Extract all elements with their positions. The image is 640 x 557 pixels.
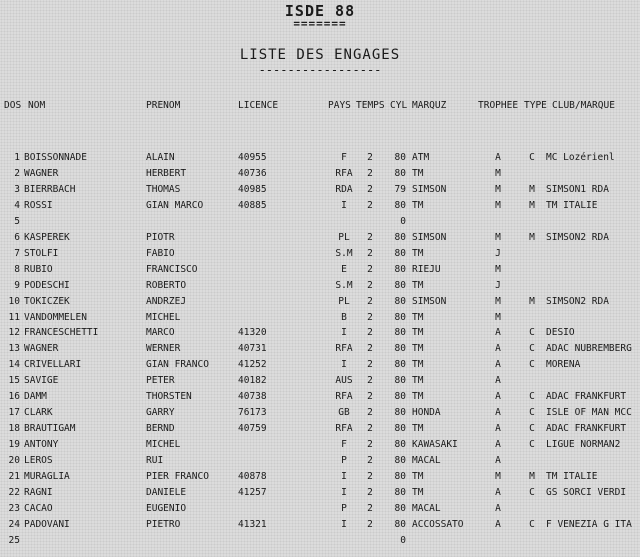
cell-trophee: M (495, 167, 501, 179)
cell-temps: 2 (367, 439, 373, 451)
table-row (0, 455, 640, 470)
cell-cyl: 80 (394, 502, 406, 514)
cell-prenom: FRANCISCO (146, 263, 198, 275)
cell-pays: GB (338, 407, 350, 419)
cell-licence: 41321 (238, 518, 267, 530)
cell-cyl: 80 (394, 167, 406, 179)
cell-pays: PL (338, 231, 350, 243)
cell-nom: LEROS (24, 455, 53, 467)
cell-type: C (529, 343, 535, 355)
table-row (0, 200, 640, 215)
cell-cyl: 80 (394, 439, 406, 451)
cell-cyl: 80 (394, 455, 406, 467)
cell-club: SIMSON2 RDA (546, 295, 609, 307)
cell-temps: 2 (367, 455, 373, 467)
table-row (0, 327, 640, 342)
cell-type: M (529, 231, 535, 243)
cell-marque: TM (412, 167, 424, 179)
cell-marque: TM (412, 471, 424, 482)
cell-club: ADAC NUBREMBERG (546, 343, 632, 355)
cell-dos: 4 (14, 199, 20, 211)
table-row (0, 471, 640, 486)
cell-marque: ATM (412, 152, 430, 163)
table-row (0, 423, 640, 438)
cell-pays: I (341, 471, 347, 482)
cell-licence: 41320 (238, 327, 267, 339)
table-row (0, 439, 640, 454)
cell-temps: 2 (367, 359, 373, 371)
cell-trophee: A (495, 343, 501, 355)
cell-marque: TM (412, 199, 424, 211)
table-row (0, 216, 640, 231)
header-licence: LICENCE (238, 100, 279, 111)
cell-pays: AUS (335, 375, 353, 387)
cell-temps: 2 (367, 263, 373, 275)
cell-trophee: M (495, 263, 501, 275)
cell-nom: TOKICZEK (24, 295, 70, 307)
cell-type: M (529, 199, 535, 211)
cell-type: C (529, 486, 535, 498)
cell-prenom: ANDRZEJ (146, 295, 187, 307)
cell-dos: 2 (14, 167, 20, 179)
cell-trophee: A (495, 455, 501, 467)
list-subtitle-rule: ----------------- (258, 63, 382, 77)
cell-marque: TM (412, 423, 424, 435)
cell-nom: SAVIGE (24, 375, 59, 387)
cell-dos: 14 (8, 359, 20, 371)
cell-pays: S.M (335, 279, 353, 291)
cell-cyl: 80 (394, 343, 406, 355)
cell-dos: 11 (8, 311, 20, 323)
cell-prenom: EUGENIO (146, 502, 187, 514)
cell-trophee: M (495, 231, 501, 243)
table-row (0, 312, 640, 327)
cell-cyl: 80 (394, 471, 406, 482)
table-row (0, 375, 640, 390)
cell-trophee: A (495, 327, 501, 339)
cell-prenom: DANIELE (146, 486, 187, 498)
cell-temps: 2 (367, 167, 373, 179)
cell-trophee: A (495, 407, 501, 419)
cell-cyl: 0 (400, 534, 406, 546)
document-title: ISDE 88 (284, 2, 356, 20)
cell-pays: I (341, 359, 347, 371)
cell-marque: SIMSON (412, 183, 447, 195)
cell-dos: 21 (8, 471, 20, 482)
cell-pays: B (341, 311, 347, 323)
cell-club: SIMSON2 RDA (546, 231, 609, 243)
cell-temps: 2 (367, 423, 373, 435)
cell-type: C (529, 518, 535, 530)
cell-cyl: 80 (394, 375, 406, 387)
cell-prenom: HERBERT (146, 167, 187, 179)
cell-type: M (529, 295, 535, 307)
cell-temps: 2 (367, 471, 373, 482)
cell-nom: ROSSI (24, 199, 53, 211)
cell-marque: RIEJU (412, 263, 441, 275)
cell-cyl: 80 (394, 199, 406, 211)
header-dos: DOS (4, 100, 22, 111)
table-row (0, 152, 640, 167)
header-cyl: CYL (390, 100, 408, 111)
table-row (0, 407, 640, 422)
cell-nom: CLARK (24, 407, 53, 419)
cell-club: SIMSON1 RDA (546, 183, 609, 195)
cell-trophee: A (495, 486, 501, 498)
cell-nom: BRAUTIGAM (24, 423, 76, 435)
cell-marque: TM (412, 486, 424, 498)
cell-pays: RFA (335, 423, 353, 435)
cell-dos: 6 (14, 231, 20, 243)
cell-temps: 2 (367, 279, 373, 291)
cell-temps: 2 (367, 518, 373, 530)
cell-pays: F (341, 152, 347, 163)
cell-club: ADAC FRANKFURT (546, 423, 627, 435)
cell-dos: 1 (14, 152, 20, 163)
cell-licence: 41252 (238, 359, 267, 371)
cell-marque: TM (412, 247, 424, 259)
cell-marque: TM (412, 311, 424, 323)
cell-temps: 2 (367, 311, 373, 323)
header-trophee: TROPHEE (478, 100, 519, 111)
cell-dos: 9 (14, 279, 20, 291)
cell-temps: 2 (367, 486, 373, 498)
cell-temps: 2 (367, 327, 373, 339)
cell-trophee: M (495, 295, 501, 307)
cell-marque: MACAL (412, 455, 441, 467)
cell-prenom: WERNER (146, 343, 181, 355)
list-subtitle: LISTE DES ENGAGES (239, 47, 401, 63)
cell-club: ADAC FRANKFURT (546, 391, 627, 403)
cell-licence: 40985 (238, 183, 267, 195)
cell-trophee: M (495, 471, 501, 482)
cell-dos: 23 (8, 502, 20, 514)
table-row (0, 184, 640, 199)
cell-temps: 2 (367, 199, 373, 211)
cell-marque: TM (412, 391, 424, 403)
table-row (0, 535, 640, 550)
cell-dos: 22 (8, 486, 20, 498)
cell-marque: MACAL (412, 502, 441, 514)
cell-nom: CACAO (24, 502, 53, 514)
cell-trophee: M (495, 199, 501, 211)
table-row (0, 503, 640, 518)
cell-club: F VENEZIA G ITA (546, 518, 632, 530)
cell-club: MC Lozérienl (546, 152, 615, 163)
cell-nom: DAMM (24, 391, 47, 403)
cell-club: LIGUE NORMAN2 (546, 439, 621, 451)
table-row (0, 487, 640, 502)
cell-temps: 2 (367, 183, 373, 195)
cell-prenom: MARCO (146, 327, 175, 339)
cell-marque: SIMSON (412, 295, 447, 307)
cell-cyl: 80 (394, 391, 406, 403)
cell-trophee: A (495, 502, 501, 514)
cell-trophee: A (495, 152, 501, 163)
cell-temps: 2 (367, 152, 373, 163)
cell-licence: 76173 (238, 407, 267, 419)
cell-prenom: THOMAS (146, 183, 181, 195)
cell-trophee: M (495, 183, 501, 195)
cell-club: DESIO (546, 327, 575, 339)
cell-cyl: 80 (394, 359, 406, 371)
cell-marque: TM (412, 279, 424, 291)
cell-pays: RFA (335, 343, 353, 355)
cell-club: TM ITALIE (546, 471, 598, 482)
cell-trophee: M (495, 311, 501, 323)
table-row (0, 168, 640, 183)
table-row (0, 519, 640, 534)
table-row (0, 248, 640, 263)
cell-nom: CRIVELLARI (24, 359, 82, 371)
cell-nom: BOISSONNADE (24, 152, 87, 163)
cell-type: M (529, 471, 535, 482)
cell-cyl: 80 (394, 231, 406, 243)
cell-cyl: 80 (394, 279, 406, 291)
cell-prenom: ROBERTO (146, 279, 187, 291)
cell-nom: RUBIO (24, 263, 53, 275)
cell-prenom: PIETRO (146, 518, 181, 530)
cell-type: C (529, 407, 535, 419)
cell-dos: 3 (14, 183, 20, 195)
cell-nom: PODESCHI (24, 279, 70, 291)
cell-pays: I (341, 486, 347, 498)
cell-dos: 18 (8, 423, 20, 435)
cell-temps: 2 (367, 247, 373, 259)
cell-cyl: 80 (394, 327, 406, 339)
cell-marque: TM (412, 375, 424, 387)
cell-trophee: A (495, 375, 501, 387)
cell-pays: P (341, 502, 347, 514)
cell-pays: PL (338, 295, 350, 307)
cell-temps: 2 (367, 343, 373, 355)
cell-dos: 17 (8, 407, 20, 419)
cell-licence: 41257 (238, 486, 267, 498)
cell-pays: E (341, 263, 347, 275)
cell-dos: 8 (14, 263, 20, 275)
cell-pays: I (341, 327, 347, 339)
cell-trophee: J (495, 279, 501, 291)
cell-temps: 2 (367, 375, 373, 387)
header-nom: NOM (28, 100, 46, 111)
cell-dos: 7 (14, 247, 20, 259)
cell-trophee: A (495, 439, 501, 451)
cell-nom: WAGNER (24, 343, 59, 355)
cell-prenom: MICHEL (146, 311, 181, 323)
header-pays: PAYS (328, 100, 351, 111)
cell-prenom: PETER (146, 375, 175, 387)
cell-prenom: BERND (146, 423, 175, 435)
table-row (0, 280, 640, 295)
cell-licence: 40759 (238, 423, 267, 435)
table-row (0, 343, 640, 358)
header-club: CLUB/MARQUE (552, 100, 615, 111)
cell-dos: 20 (8, 455, 20, 467)
header-marque: MARQUZ (412, 100, 447, 111)
cell-cyl: 80 (394, 247, 406, 259)
cell-prenom: PIER FRANCO (146, 471, 209, 482)
cell-pays: I (341, 199, 347, 211)
cell-prenom: GIAN MARCO (146, 199, 204, 211)
cell-licence: 40878 (238, 471, 267, 482)
cell-type: C (529, 327, 535, 339)
cell-type: M (529, 183, 535, 195)
cell-nom: VANDOMMELEN (24, 311, 87, 323)
cell-nom: PADOVANI (24, 518, 70, 530)
cell-cyl: 80 (394, 295, 406, 307)
cell-marque: SIMSON (412, 231, 447, 243)
cell-prenom: THORSTEN (146, 391, 192, 403)
cell-dos: 13 (8, 343, 20, 355)
cell-dos: 16 (8, 391, 20, 403)
cell-licence: 40955 (238, 152, 267, 163)
cell-temps: 2 (367, 391, 373, 403)
cell-prenom: RUI (146, 455, 164, 467)
cell-club: MORENA (546, 359, 581, 371)
cell-marque: TM (412, 327, 424, 339)
cell-temps: 2 (367, 407, 373, 419)
table-row (0, 391, 640, 406)
cell-club: GS SORCI VERDI (546, 486, 627, 498)
cell-prenom: GIAN FRANCO (146, 359, 209, 371)
cell-dos: 15 (8, 375, 20, 387)
table-row (0, 264, 640, 279)
cell-pays: I (341, 518, 347, 530)
cell-marque: KAWASAKI (412, 439, 458, 451)
cell-licence: 40182 (238, 375, 267, 387)
cell-club: TM ITALIE (546, 199, 598, 211)
cell-cyl: 79 (394, 183, 406, 195)
table-row (0, 232, 640, 247)
cell-trophee: A (495, 423, 501, 435)
cell-temps: 2 (367, 231, 373, 243)
cell-dos: 10 (8, 295, 20, 307)
cell-dos: 12 (8, 327, 20, 339)
cell-trophee: A (495, 518, 501, 530)
cell-prenom: FABIO (146, 247, 175, 259)
cell-dos: 25 (8, 534, 20, 546)
header-type: TYPE (524, 100, 547, 111)
cell-prenom: GARRY (146, 407, 175, 419)
cell-marque: TM (412, 359, 424, 371)
cell-pays: F (341, 439, 347, 451)
cell-cyl: 80 (394, 311, 406, 323)
cell-dos: 5 (14, 215, 20, 227)
document-title-rule: ======= (293, 17, 347, 30)
cell-pays: RFA (335, 391, 353, 403)
cell-club: ISLE OF MAN MCC (546, 407, 632, 419)
cell-cyl: 0 (400, 215, 406, 227)
cell-cyl: 80 (394, 263, 406, 275)
cell-nom: KASPEREK (24, 231, 70, 243)
cell-type: C (529, 439, 535, 451)
cell-pays: RDA (335, 183, 353, 195)
cell-pays: RFA (335, 167, 353, 179)
cell-nom: RAGNI (24, 486, 53, 498)
table-row (0, 359, 640, 374)
cell-type: C (529, 423, 535, 435)
cell-prenom: ALAIN (146, 152, 175, 163)
table-row (0, 296, 640, 311)
cell-licence: 40738 (238, 391, 267, 403)
cell-licence: 40885 (238, 199, 267, 211)
cell-marque: TM (412, 343, 424, 355)
cell-cyl: 80 (394, 518, 406, 530)
cell-nom: WAGNER (24, 167, 59, 179)
cell-nom: BIERRBACH (24, 183, 76, 195)
cell-cyl: 80 (394, 152, 406, 163)
cell-marque: HONDA (412, 407, 441, 419)
cell-type: C (529, 359, 535, 371)
cell-temps: 2 (367, 502, 373, 514)
cell-nom: ANTONY (24, 439, 59, 451)
cell-cyl: 80 (394, 486, 406, 498)
cell-marque: ACCOSSATO (412, 518, 464, 530)
cell-trophee: J (495, 247, 501, 259)
cell-nom: FRANCESCHETTI (24, 327, 99, 339)
cell-cyl: 80 (394, 407, 406, 419)
cell-nom: STOLFI (24, 247, 59, 259)
cell-dos: 24 (8, 518, 20, 530)
cell-prenom: MICHEL (146, 439, 181, 451)
cell-trophee: A (495, 359, 501, 371)
cell-pays: S.M (335, 247, 353, 259)
cell-trophee: A (495, 391, 501, 403)
cell-prenom: PIOTR (146, 231, 175, 243)
cell-cyl: 80 (394, 423, 406, 435)
cell-pays: P (341, 455, 347, 467)
cell-type: C (529, 152, 535, 163)
cell-type: C (529, 391, 535, 403)
cell-licence: 40731 (238, 343, 267, 355)
cell-temps: 2 (367, 295, 373, 307)
cell-licence: 40736 (238, 167, 267, 179)
header-prenom: PRENOM (146, 100, 181, 111)
header-temps: TEMPS (356, 100, 385, 111)
cell-dos: 19 (8, 439, 20, 451)
cell-nom: MURAGLIA (24, 471, 70, 482)
